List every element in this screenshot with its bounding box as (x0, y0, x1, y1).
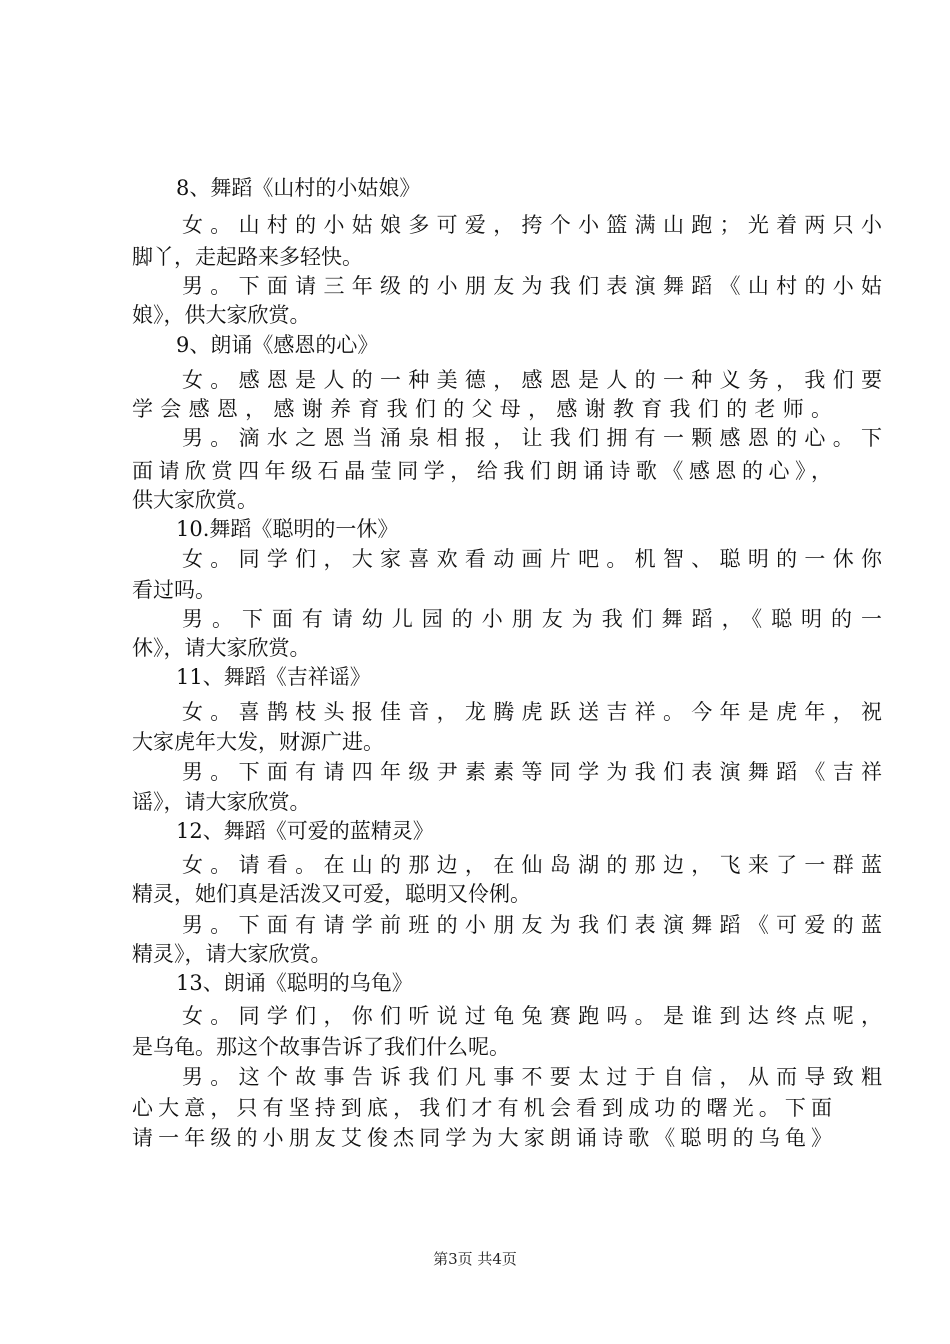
section-heading: 8、舞蹈《山村的小姑娘》 (176, 176, 421, 200)
paragraph-line: 心大意，只有坚持到底，我们才有机会看到成功的曙光。下面 (132, 1096, 832, 1120)
paragraph-line: 女。感恩是人的一种美德，感恩是人的一种义务，我们要 (182, 368, 882, 392)
paragraph-line: 谣》，请大家欣赏。 (132, 790, 311, 814)
section-heading: 9、朗诵《感恩的心》 (176, 333, 379, 357)
paragraph-line: 男。滴水之恩当涌泉相报，让我们拥有一颗感恩的心。下 (182, 426, 882, 450)
section-heading: 13、朗诵《聪明的乌龟》 (176, 971, 413, 995)
paragraph-line: 娘》，供大家欣赏。 (132, 303, 311, 327)
section-heading: 10.舞蹈《聪明的一休》 (176, 517, 399, 541)
section-heading: 12、舞蹈《可爱的蓝精灵》 (176, 819, 434, 843)
paragraph-line: 男。下面有请四年级尹素素等同学为我们表演舞蹈《吉祥 (182, 760, 882, 784)
section-heading: 11、舞蹈《吉祥谣》 (176, 665, 371, 689)
page-number-footer: 第3页 共4页 (433, 1250, 517, 1268)
paragraph-line: 请一年级的小朋友艾俊杰同学为大家朗诵诗歌《聪明的乌龟》 (132, 1126, 832, 1150)
paragraph-line: 面请欣赏四年级石晶莹同学，给我们朗诵诗歌《感恩的心》， (132, 459, 832, 483)
paragraph-line: 是乌龟。那这个故事告诉了我们什么呢。 (132, 1035, 510, 1059)
paragraph-line: 供大家欣赏。 (132, 488, 258, 512)
paragraph-line: 女。喜鹊枝头报佳音，龙腾虎跃送吉祥。今年是虎年，祝 (182, 700, 882, 724)
paragraph-line: 女。同学们，大家喜欢看动画片吧。机智、聪明的一休你 (182, 547, 882, 571)
paragraph-line: 学会感恩，感谢养育我们的父母，感谢教育我们的老师。 (132, 397, 832, 421)
paragraph-line: 男。下面有请幼儿园的小朋友为我们舞蹈，《聪明的一 (182, 607, 882, 631)
paragraph-line: 看过吗。 (132, 578, 216, 602)
paragraph-line: 男。下面有请学前班的小朋友为我们表演舞蹈《可爱的蓝 (182, 913, 882, 937)
paragraph-line: 男。下面请三年级的小朋友为我们表演舞蹈《山村的小姑 (182, 274, 882, 298)
paragraph-line: 女。请看。在山的那边，在仙岛湖的那边，飞来了一群蓝 (182, 853, 882, 877)
paragraph-line: 女。同学们，你们听说过龟兔赛跑吗。是谁到达终点呢， (182, 1004, 882, 1028)
paragraph-line: 大家虎年大发，财源广进。 (132, 730, 384, 754)
paragraph-line: 脚丫，走起路来多轻快。 (132, 245, 363, 269)
paragraph-line: 男。这个故事告诉我们凡事不要太过于自信，从而导致粗 (182, 1065, 882, 1089)
paragraph-line: 精灵，她们真是活泼又可爱，聪明又伶俐。 (132, 882, 531, 906)
paragraph-line: 女。山村的小姑娘多可爱，挎个小篮满山跑；光着两只小 (182, 213, 882, 237)
paragraph-line: 休》，请大家欣赏。 (132, 636, 311, 660)
paragraph-line: 精灵》，请大家欣赏。 (132, 942, 332, 966)
